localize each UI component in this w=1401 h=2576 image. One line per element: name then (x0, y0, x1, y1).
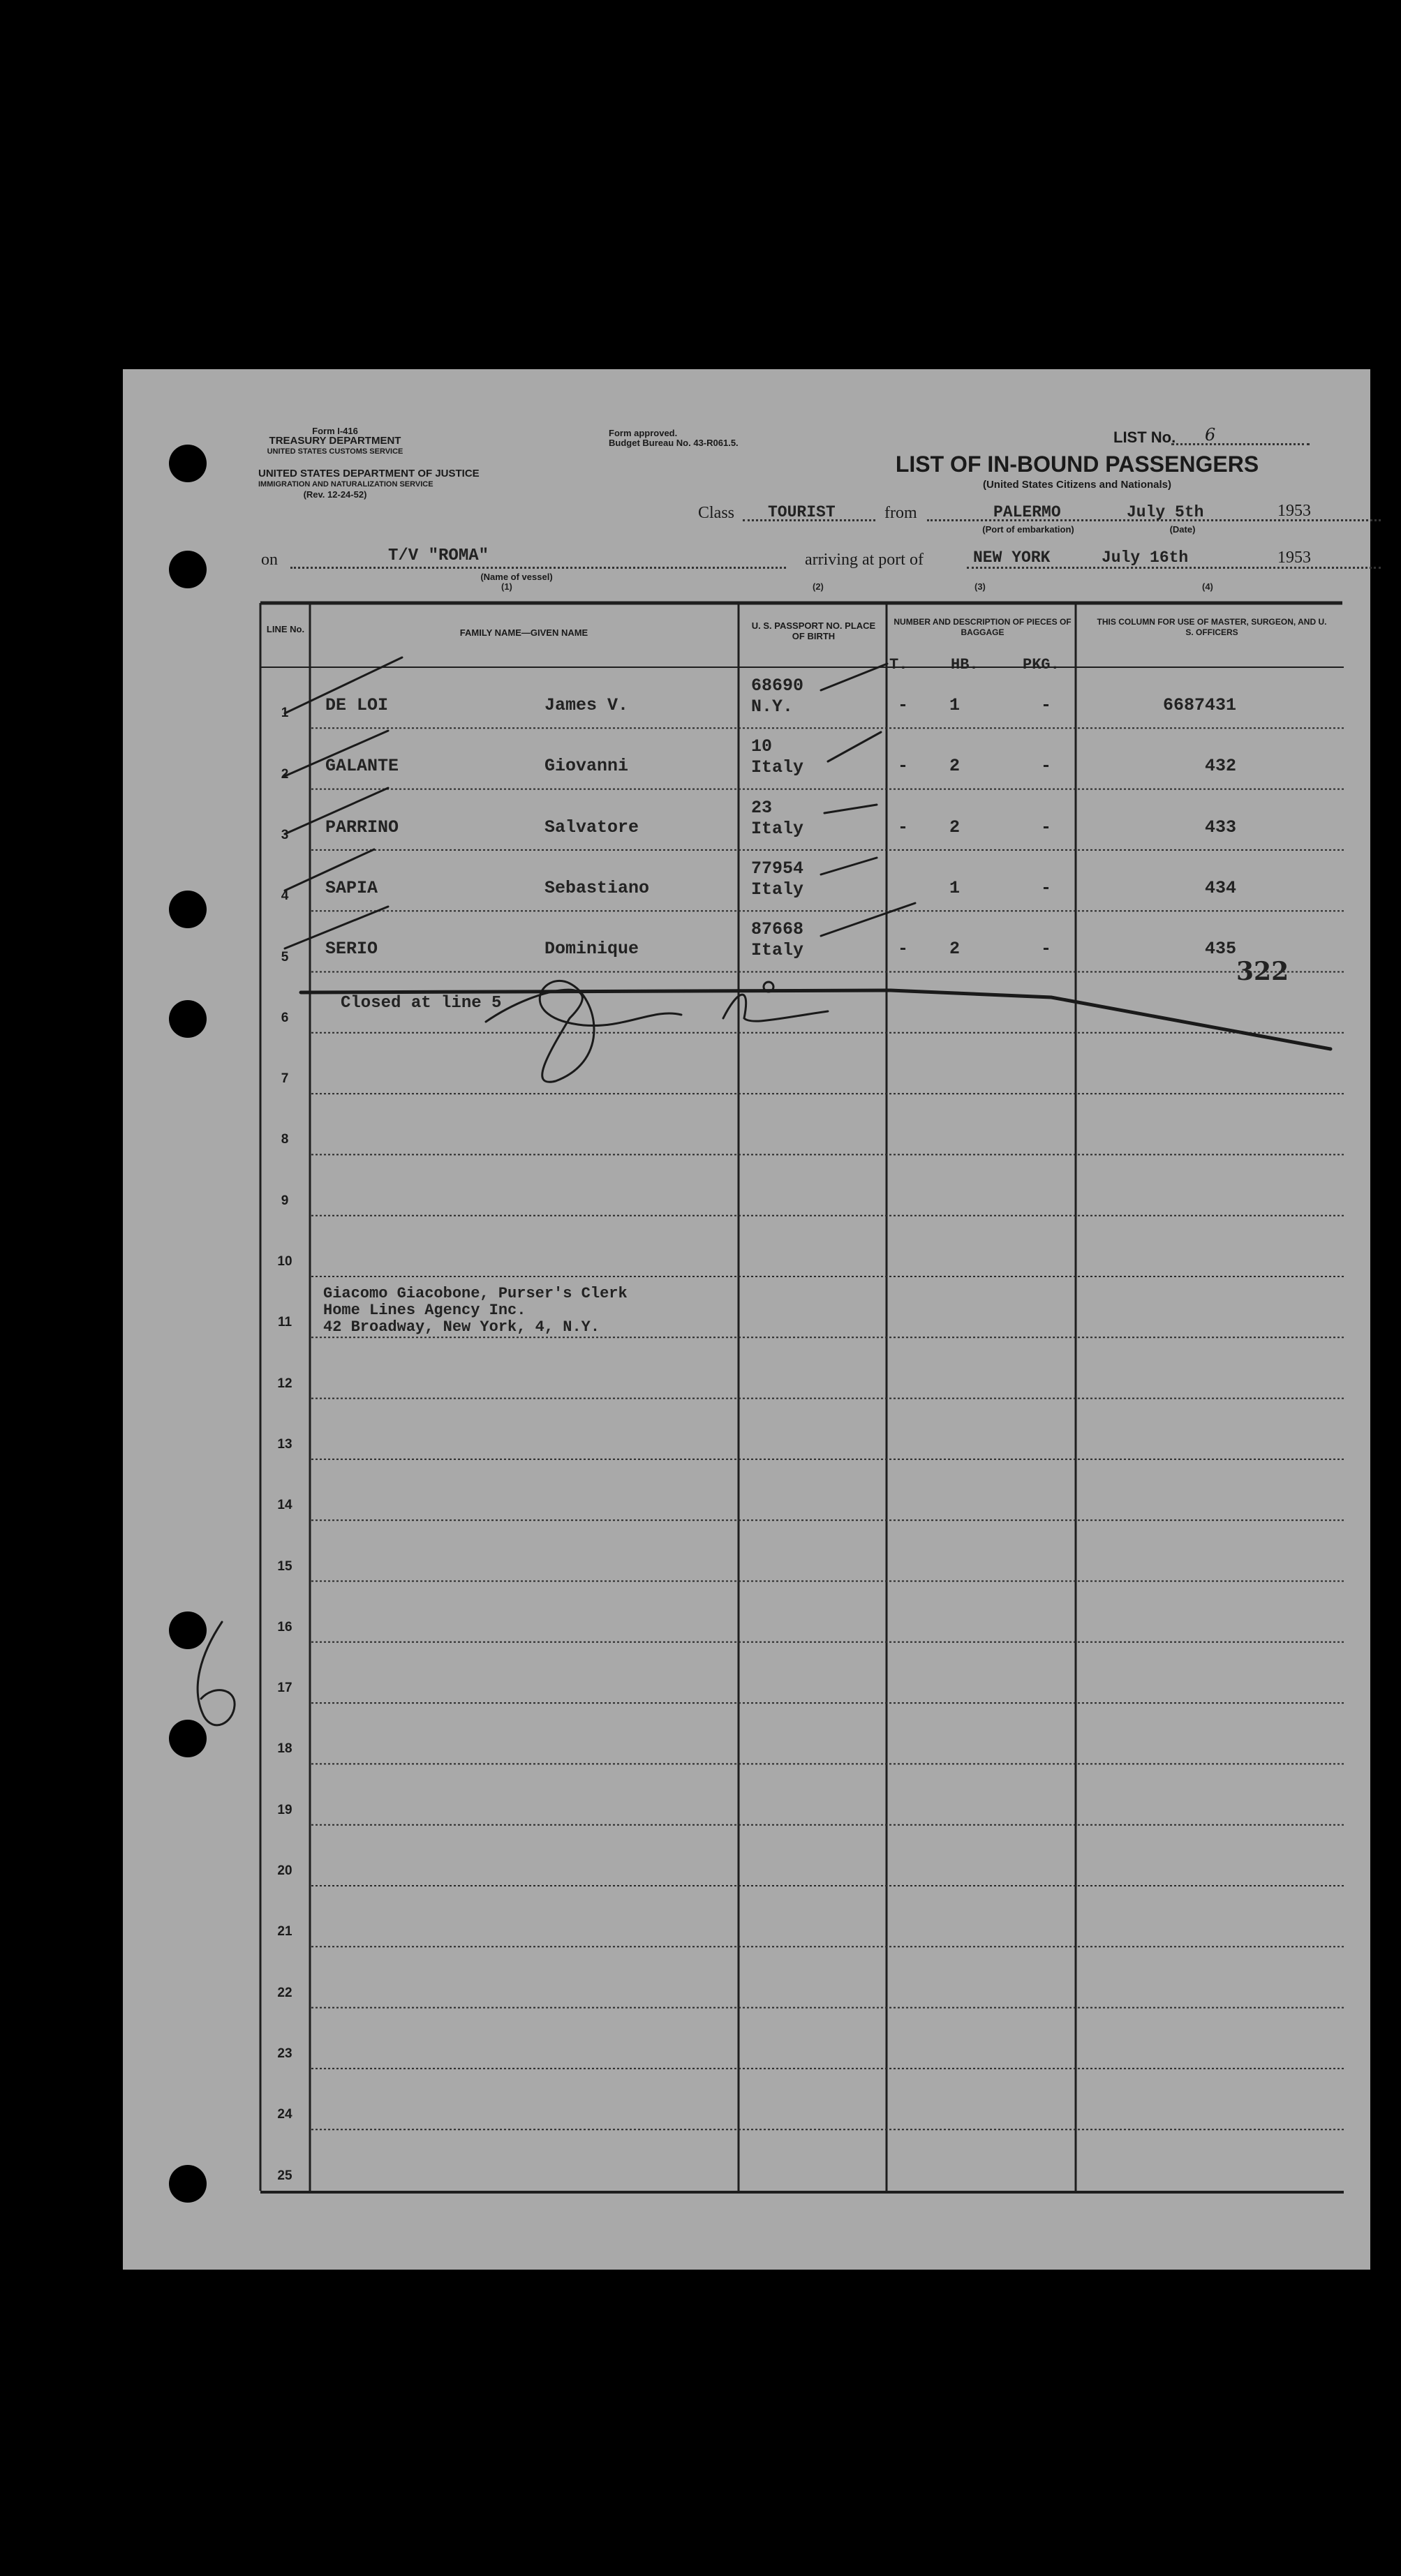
line-number: 16 (277, 1619, 292, 1635)
baggage-packages: - (1041, 939, 1052, 960)
line-number: 20 (277, 1863, 292, 1878)
line-number: 14 (277, 1498, 292, 1513)
header-name: FAMILY NAME—GIVEN NAME (459, 627, 588, 638)
baggage-handbags: 2 (949, 817, 961, 837)
line-number: 9 (281, 1193, 289, 1208)
line-number: 8 (281, 1132, 289, 1147)
header-passport: U. S. PASSPORT NO. PLACE OF BIRTH (751, 620, 876, 641)
passenger-family-name: DE LOI (325, 695, 389, 715)
passenger-given-name: Salvatore (544, 817, 639, 837)
baggage-sub-hb: HB. (951, 656, 979, 673)
stamp-number: 322 (1236, 957, 1289, 986)
form-number: Form I-416 (312, 426, 358, 436)
class-value: TOURIST (768, 503, 836, 521)
treasury-heading: TREASURY DEPARTMENT (269, 435, 401, 447)
passenger-given-name: Sebastiano (544, 877, 650, 898)
passport-number: 68690 (751, 676, 804, 696)
officer-reference: 435 (1205, 939, 1237, 960)
vessel-caption: (Name of vessel) (480, 572, 553, 582)
col-num-3: (3) (974, 581, 986, 592)
line-number: 25 (277, 2168, 292, 2183)
line-number: 2 (281, 766, 289, 782)
passenger-given-name: Giovanni (544, 756, 629, 777)
form-subtitle: (United States Citizens and Nationals) (982, 479, 1172, 491)
from-label: from (884, 504, 917, 522)
line-number: 3 (281, 827, 289, 842)
col-num-2: (2) (813, 581, 824, 592)
customs-heading: UNITED STATES CUSTOMS SERVICE (267, 447, 403, 456)
passport-number: 23 (751, 797, 773, 818)
line-number: 4 (281, 888, 289, 904)
baggage-trunks: - (898, 939, 909, 960)
purser-line-3: 42 Broadway, New York, 4, N.Y. (323, 1318, 600, 1336)
line-number: 17 (277, 1681, 292, 1696)
baggage-handbags: 1 (949, 695, 961, 715)
line-number: 5 (281, 949, 289, 965)
line-number: 6 (281, 1010, 289, 1025)
arrival-date: July 16th (1102, 549, 1189, 567)
form-approved: Form approved. (609, 428, 678, 438)
line-number: 19 (277, 1802, 292, 1817)
arriving-label: arriving at port of (805, 551, 924, 569)
officer-reference: 434 (1205, 877, 1237, 898)
passenger-family-name: SERIO (325, 939, 378, 960)
line-number: 13 (277, 1436, 292, 1452)
handwritten-marks (123, 369, 1370, 2270)
baggage-handbags: 1 (949, 877, 961, 898)
baggage-handbags: 2 (949, 756, 961, 777)
ins-heading: IMMIGRATION AND NATURALIZATION SERVICE (258, 480, 433, 489)
line-number: 22 (277, 1985, 292, 2000)
place-of-birth: Italy (751, 757, 804, 778)
form-sheet (123, 369, 1370, 2270)
baggage-handbags: 2 (949, 939, 961, 960)
baggage-packages: - (1041, 877, 1052, 898)
place-of-birth: N.Y. (751, 697, 794, 717)
on-label: on (261, 551, 278, 569)
baggage-trunks: - (898, 695, 909, 715)
revision-date: (Rev. 12-24-52) (303, 489, 367, 500)
date-caption: (Date) (1169, 524, 1196, 535)
baggage-sub-pkg: PKG. (1023, 656, 1060, 673)
passport-number: 77954 (751, 858, 804, 879)
form-title: LIST OF IN-BOUND PASSENGERS (895, 452, 1259, 477)
passport-number: 10 (751, 736, 773, 757)
baggage-packages: - (1041, 817, 1052, 837)
officer-reference: 6687431 (1163, 695, 1237, 715)
baggage-trunks: - (898, 756, 909, 777)
line-number: 10 (277, 1254, 292, 1269)
col-num-1: (1) (501, 581, 512, 592)
passenger-family-name: GALANTE (325, 756, 399, 777)
closed-note: Closed at line 5 (341, 994, 502, 1013)
vessel-name: T/V "ROMA" (388, 546, 489, 565)
col-num-4: (4) (1202, 581, 1213, 592)
place-of-birth: Italy (751, 940, 804, 961)
officer-reference: 432 (1205, 756, 1237, 777)
passenger-family-name: PARRINO (325, 817, 399, 837)
line-number: 21 (277, 1924, 292, 1940)
arrival-port: NEW YORK (973, 549, 1051, 567)
line-number: 24 (277, 2107, 292, 2122)
baggage-trunks: - (898, 817, 909, 837)
budget-bureau: Budget Bureau No. 43-R061.5. (609, 438, 739, 448)
line-number: 12 (277, 1376, 292, 1391)
embarkation-port: PALERMO (993, 503, 1061, 521)
purser-line-1: Giacomo Giacobone, Purser's Clerk (323, 1285, 628, 1302)
departure-date: July 5th (1127, 503, 1204, 521)
line-number: 11 (277, 1315, 292, 1330)
list-number-value: 6 (1205, 425, 1216, 445)
justice-heading: UNITED STATES DEPARTMENT OF JUSTICE (258, 468, 480, 479)
header-baggage: NUMBER AND DESCRIPTION OF PIECES OF BAGGAGE (894, 617, 1072, 637)
header-officers: THIS COLUMN FOR USE OF MASTER, SURGEON, AND U. S. OFFICERS (1097, 617, 1327, 637)
baggage-packages: - (1041, 695, 1052, 715)
list-number-label: LIST No. (1113, 429, 1176, 446)
line-number: 18 (277, 1741, 292, 1757)
purser-line-2: Home Lines Agency Inc. (323, 1302, 526, 1319)
baggage-packages: - (1041, 756, 1052, 777)
place-of-birth: Italy (751, 879, 804, 900)
passenger-family-name: SAPIA (325, 877, 378, 898)
class-label: Class (698, 504, 735, 522)
baggage-sub-t: T. (889, 656, 908, 673)
line-number: 1 (281, 706, 289, 721)
passport-number: 87668 (751, 919, 804, 940)
departure-year: 1953 (1277, 502, 1311, 520)
header-line-no: LINE No. (266, 624, 305, 634)
embarkation-caption: (Port of embarkation) (982, 524, 1074, 535)
officer-reference: 433 (1205, 817, 1237, 837)
passenger-given-name: James V. (544, 695, 629, 715)
passenger-given-name: Dominique (544, 939, 639, 960)
line-number: 15 (277, 1558, 292, 1574)
line-number: 7 (281, 1071, 289, 1087)
arrival-year: 1953 (1277, 549, 1311, 567)
place-of-birth: Italy (751, 818, 804, 839)
line-number: 23 (277, 2046, 292, 2061)
